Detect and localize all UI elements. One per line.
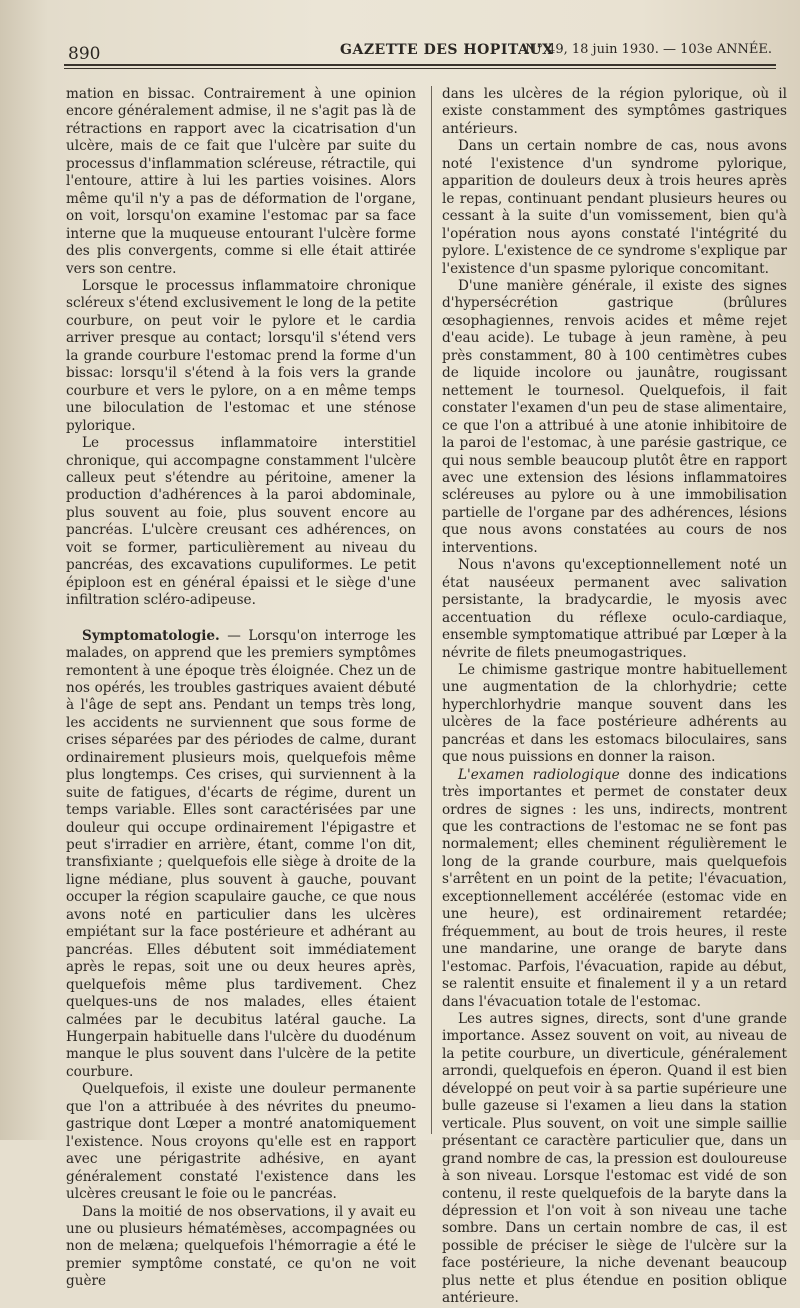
paragraph: Le chimisme gastrique montre habituellement une augmentation de la chlorhydrie; cette hyperchlorhydrie manque souvent dans les ulcères de la face postérieure adhérents au pancréas et dans les estomacs biloculaires, sans que nous puissions en donner la raison. <box>442 661 787 766</box>
emphasis-text: L'examen radiologique <box>458 766 620 783</box>
paragraph: mation en bissac. Contrairement à une opinion encore généralement admise, il ne s'agit pas là de rétractions en rapport avec la cicatrisation d'un ulcère, mais de ce fait que l'ulcère par suite du processus d'inflammation scléreuse, rétractile, qui l'entoure, attire à lui les parties voisines. Alors même qu'il n'y a pas de déformation de l'organe, on voit, lorsqu'on examine l'estomac par sa face interne que la muqueuse entourant l'ulcère forme des plis convergents, comme si elle était attirée vers son centre. <box>66 86 416 277</box>
header-rule <box>64 64 776 66</box>
paragraph-text: — Lorsqu'on interroge les malades, on apprend que les premiers symptômes remontent à une époque très éloignée. Chez un de nos opérés, les troubles gastriques avaient débuté à l'âge de sept ans. Pendant un temps très long, les accidents ne surviennent que sous forme de crises séparées par des périodes de calme, durant ordinairement plusieurs mois, quelquefois même plus longtemps. Ces crises, qui surviennent à la suite de fatigues, d'écarts de régime, durent un temps variable. Elles sont caractérisées par une douleur qui occupe ordinairement l'épigastre et peut s'irradier en arrière, étant, comme l'on dit, transfixiante ; quelquefois elle siège à droite de la ligne médiane, plus souvent à gauche, pouvant occuper la région scapulaire gauche, ce que nous avons noté en particulier dans les ulcères empiétant sur la face postérieure et adhérant au pancréas. Elles débutent soit immédiatement après le repas, soit une ou deux heures après, quelquefois même plus tardivement. Chez quelques-uns de nos malades, elles étaient calmées par le decubitus latéral gauche. La Hungerpain habituelle dans l'ulcère du duodénum manque le plus souvent dans l'ulcère de la petite courbure. <box>66 627 416 1080</box>
paragraph: Le processus inflammatoire interstitiel chronique, qui accompagne constamment l'ulcère calleux peut s'étendre au péritoine, amener la production d'adhérences à la paroi abdominale, plus souvent au foie, plus souvent encore au pancréas. L'ulcère creusant ces adhérences, on voit se former, particulièrement au niveau du pancréas, des excavations cupuliformes. Le petit épiploon est en général épaissi et le siège d'une infiltration scléro-adipeuse. <box>66 435 416 609</box>
paragraph: Nous n'avons qu'exceptionnellement noté un état nauséeux permanent avec salivation persistante, la bradycardie, le myosis avec accentuation du réflexe oculo-cardiaque, ensemble symptomatique attribué par Lœper à la névrite de filets pneumogastriques. <box>442 557 787 661</box>
section-heading: Symptomatologie. <box>82 627 220 644</box>
paragraph: Quelquefois, il existe une douleur permanente que l'on a attribuée à des névrites du pneumo-gastrique dont Lœper a montré anatomiquement l'existence. Nous croyons qu'elle est en rapport avec une périgastrite adhésive, en ayant généralement constaté l'existence dans les ulcères creusant le foie ou le pancréas. <box>66 1081 416 1203</box>
column-divider <box>431 86 432 1134</box>
paragraph-radiologique <box>442 767 787 1011</box>
left-column <box>66 86 416 1291</box>
page-number: 890 <box>68 44 101 64</box>
paragraph: Lorsque le processus inflammatoire chronique scléreux s'étend exclusivement le long de la petite courbure, on peut voir le pylore et le cardia arriver presque au contact; lorsqu'il s'étend vers la grande courbure l'estomac prend la forme d'un bissac: lorsqu'il s'étend à la fois vers la grande courbure et vers le pylore, on a en même temps une biloculation de l'estomac et une sténose pylorique. <box>66 277 416 434</box>
paragraph: D'une manière générale, il existe des signes d'hypersécrétion gastrique (brûlures œsophagiennes, renvois acides et même rejet d'eau acide). Le tubage à jeun ramène, à peu près constamment, 80 à 100 centimètres cubes de liquide incolore ou jaunâtre, rougissant nettement le tournesol. Quelquefois, il fait constater l'examen d'un peu de stase alimentaire, ce que l'on a attribué à une atonie inhibitoire de la paroi de l'estomac, à une parésie gastrique, ce qui nous semble beaucoup plutôt être en rapport avec une extension des lésions inflammatoires scléreuses au pylore ou à une immobilisation partielle de l'organe par des adhérences, lésions que nous avons constatées au cours de nos interventions. <box>442 277 787 556</box>
right-column <box>442 86 787 1308</box>
issue-info: N° 49, 18 juin 1930. — 103e ANNÉE. <box>525 42 772 57</box>
paragraph: Les autres signes, directs, sont d'une grande importance. Assez souvent on voit, au niveau de la petite courbure, un diverticule, généralement arrondi, quelquefois en éperon. Quand il est bien développé on peut voir à sa partie supérieure une bulle gazeuse si l'examen a lieu dans la station verticale. Plus souvent, on voit une simple saillie présentant ce caractère particulier que, dans un grand nombre de cas, la pression est douloureuse à son niveau. Lorsque l'estomac est vidé de son contenu, il reste quelquefois de la baryte dans la dépression et l'on voit à son niveau une tache sombre. Dans un certain nombre de cas, il est possible de préciser le siège de l'ulcère sur la face postérieure, la niche devenant beaucoup plus nette et plus étendue en position oblique antérieure. <box>442 1011 787 1307</box>
paragraph-symptomatologie <box>66 628 416 1082</box>
header-rule-thin <box>64 68 776 69</box>
journal-title: GAZETTE DES HOPITAUX <box>340 42 554 58</box>
paragraph: dans les ulcères de la région pylorique, où il existe constamment des symptômes gastriques antérieurs. <box>442 86 787 137</box>
paragraph: Dans un certain nombre de cas, nous avons noté l'existence d'un syndrome pylorique, apparition de douleurs deux à trois heures après le repas, continuant pendant plusieurs heures ou cessant à la suite d'un vomissement, bien qu'à l'opération nous ayons constaté l'intégrité du pylore. L'existence de ce syndrome s'explique par l'existence d'un spasme pylorique concomitant. <box>442 138 787 277</box>
paragraph: Dans la moitié de nos observations, il y avait eu une ou plusieurs hématémèses, accompagnées ou non de melæna; quelquefois l'hémorragie a été le premier symptôme constaté, ce qu'on ne voit guère <box>66 1203 416 1290</box>
paragraph-text: donne des indications très importantes et permet de constater deux ordres de signes : les uns, indirects, montrent que les contractions de l'estomac ne se font pas normalement; elles cheminent régulièrement le long de la grande courbure, mais quelquefois s'arrêtent en un point de la petite; l'évacuation, exceptionnellement accélérée (estomac vide en une heure), est ordinairement retardée; fréquemment, au bout de trois heures, il reste une mandarine, une orange de baryte dans l'estomac. Parfois, l'évacuation, rapide au début, se ralentit ensuite et finalement il y a un retard dans l'évacuation totale de l'estomac. <box>442 766 787 1010</box>
